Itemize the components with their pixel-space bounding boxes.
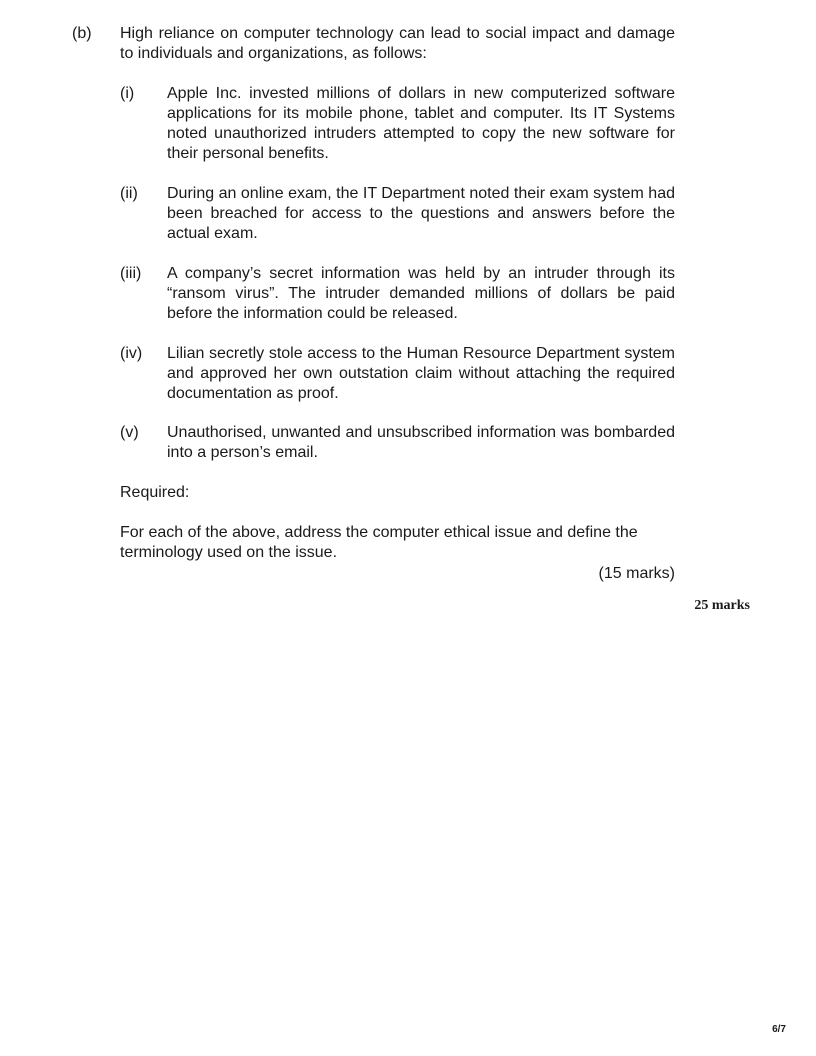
sub-question-number: (iii) xyxy=(120,265,142,282)
sub-question-text: A company’s secret information was held by an intruder through its “ransom virus”. The intruder demanded millions of dollars be paid before the information could be released. xyxy=(167,265,675,322)
sub-question-number: (i) xyxy=(120,85,135,102)
question-label: (b) xyxy=(72,25,92,42)
sub-question-number: (ii) xyxy=(120,185,138,202)
total-marks: 25 marks xyxy=(694,598,750,613)
instruction-text: For each of the above, address the computer ethical issue and define the terminology used on the issue. xyxy=(120,524,638,561)
sub-question-number: (iv) xyxy=(120,345,143,362)
required-label: Required: xyxy=(120,484,190,501)
question-marks: (15 marks) xyxy=(598,565,675,582)
sub-question-text: Apple Inc. invested millions of dollars in new computerized software applications for its mobile phone, tablet and computer. Its IT Systems noted unauthorized intruders attempted to copy the new software for their personal benefits. xyxy=(167,85,675,162)
sub-question-number: (v) xyxy=(120,424,139,441)
sub-question-text: Lilian secretly stole access to the Human Resource Department system and approved her own outstation claim without attaching the required documentation as proof. xyxy=(167,345,675,402)
question-intro: High reliance on computer technology can lead to social impact and damage to individuals and organizations, as follows: xyxy=(120,25,675,62)
page-number: 6/7 xyxy=(772,1024,786,1035)
sub-question-text: During an online exam, the IT Department noted their exam system had been breached for access to the questions and answers before the actual exam. xyxy=(167,185,675,242)
sub-question-text: Unauthorised, unwanted and unsubscribed information was bombarded into a person’s email. xyxy=(167,424,675,461)
